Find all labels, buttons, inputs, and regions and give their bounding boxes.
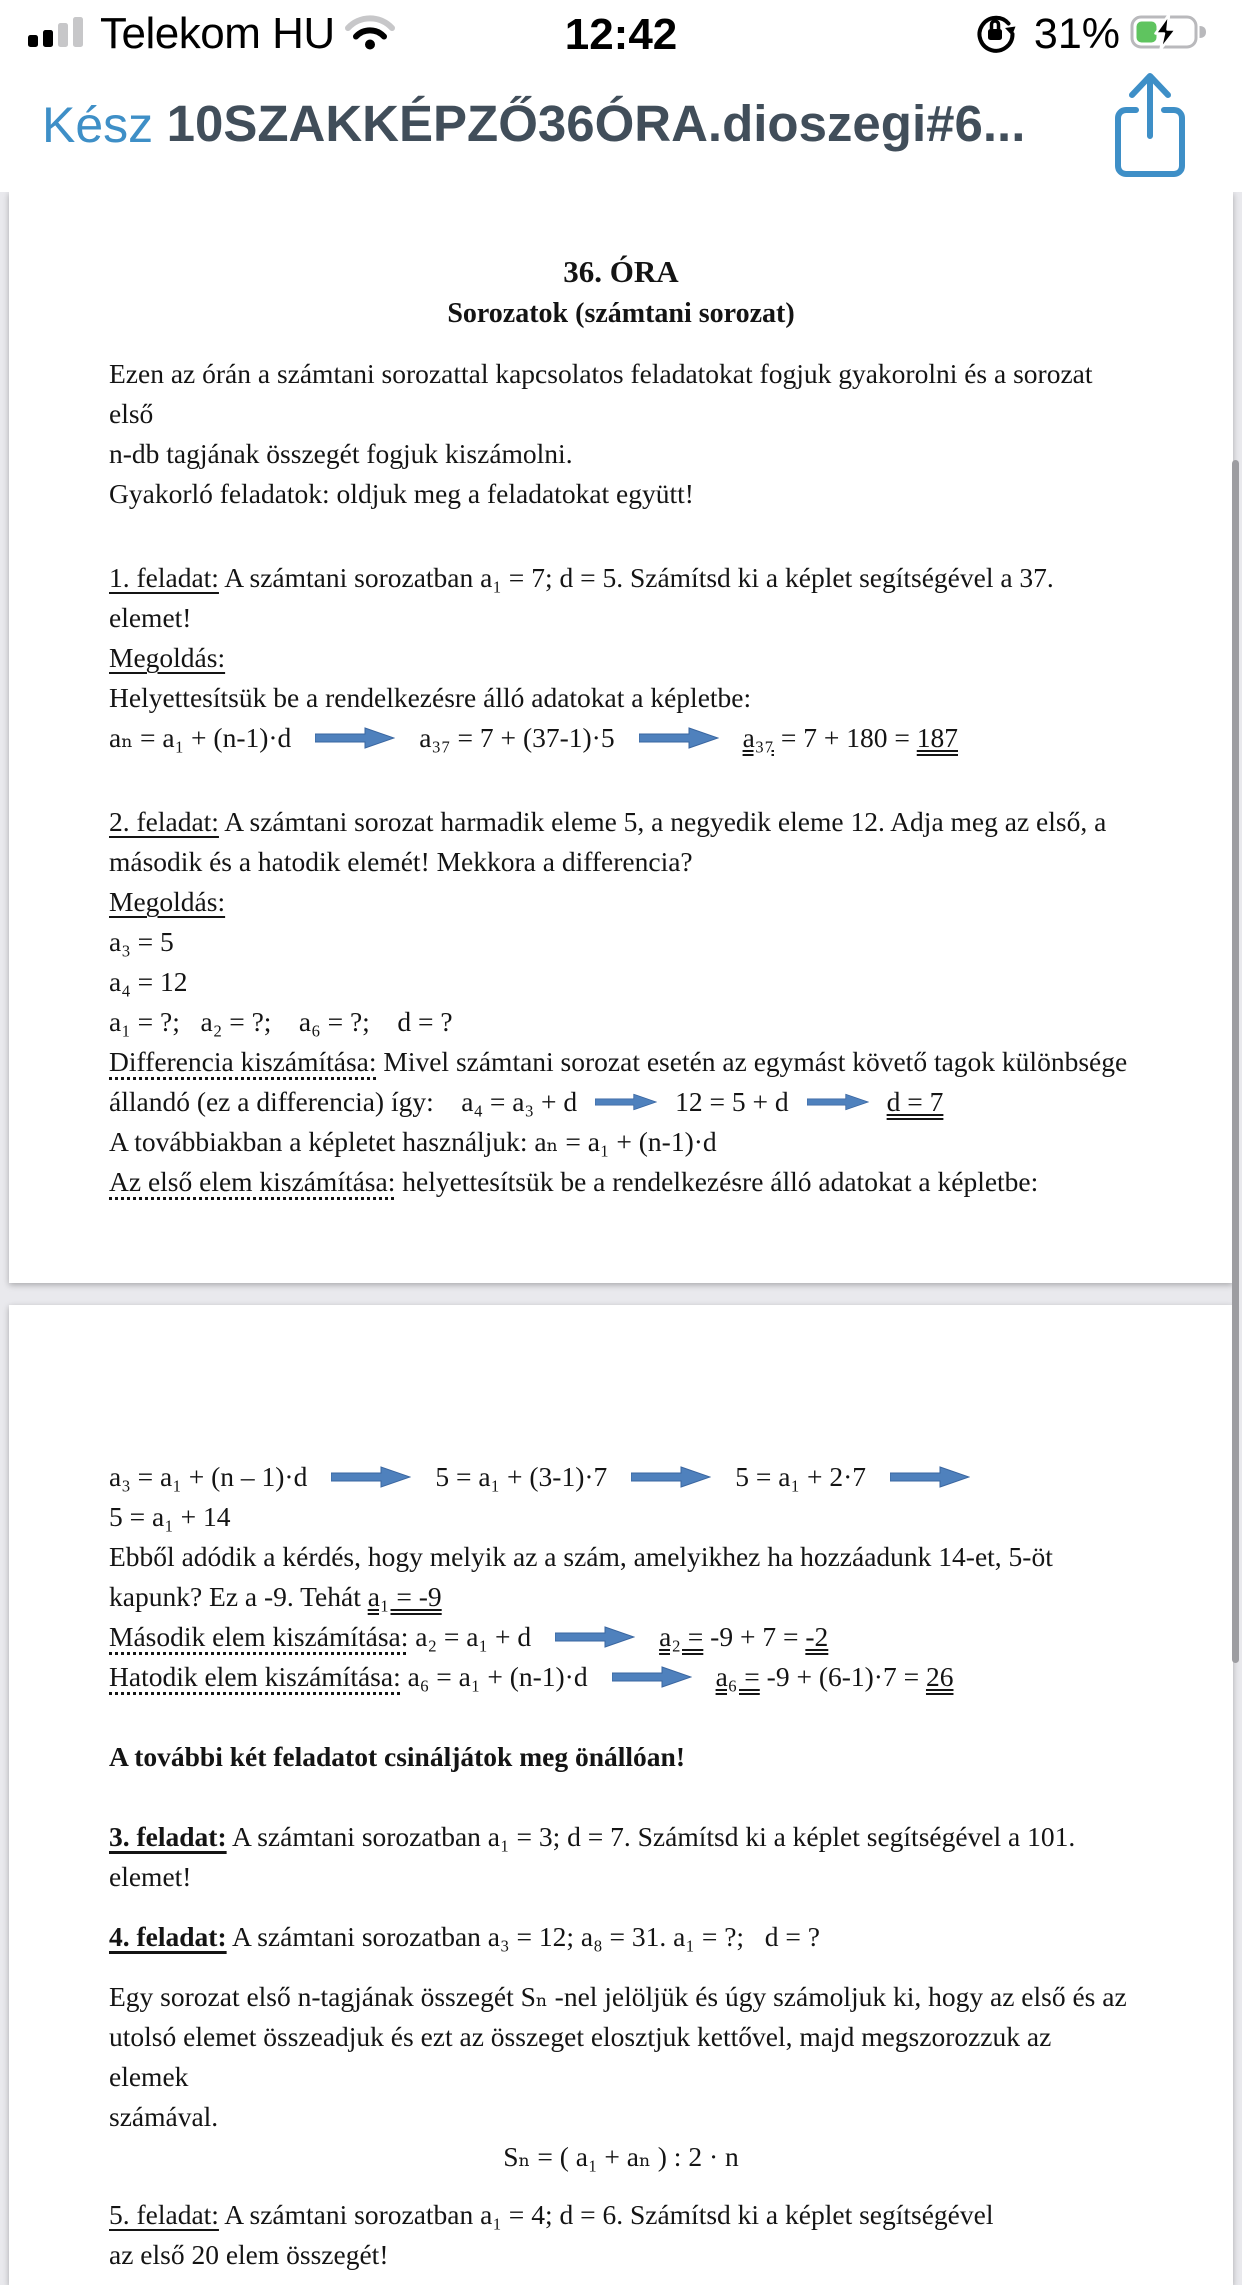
text-run: helyettesítsük be a rendelkezésre álló adatokat a képletbe:	[395, 1166, 1039, 1197]
text-run: Hatodik elem kiszámítása:	[109, 1661, 401, 1692]
text-run: d = 7	[886, 1086, 944, 1117]
task-3	[109, 1817, 1133, 1897]
task2-formula-line	[109, 1457, 1133, 1537]
spacer	[109, 514, 1133, 558]
scrollbar-thumb[interactable]	[1232, 460, 1239, 1663]
task-4	[109, 1917, 1133, 1957]
substitute-note	[109, 678, 1133, 718]
text-run: az első 20 elem összegét!	[109, 2239, 389, 2270]
first-element-note	[109, 1162, 1133, 1202]
page-gap	[0, 1283, 1242, 1305]
text-run: A számtani sorozat harmadik eleme 5, a negyedik eleme 12. Adja meg az első, a	[218, 806, 1107, 837]
text-run: Helyettesítsük be a rendelkezésre álló adatokat a képletbe:	[109, 682, 752, 713]
arrow-right-icon	[555, 1626, 635, 1648]
given-a4	[109, 962, 1133, 1002]
text-run: a₂ = a₁ + d	[408, 1621, 532, 1652]
spacer	[109, 334, 1133, 354]
text-run: Ebből adódik a kérdés, hogy melyik az a szám, amelyikhez ha hozzáadunk 14-et, 5-öt	[109, 1541, 1053, 1572]
text-run: aₙ = a₁ + (n-1)·d	[109, 722, 292, 753]
text-run: A továbbiakban a képletet használjuk: aₙ = a₁ + (n-1)·d	[109, 1126, 717, 1157]
text-run: Megoldás:	[109, 886, 226, 917]
text-run: Ezen az órán a számtani sorozattal kapcsolatos feladatokat fogjuk gyakorolni és a sorozat első	[109, 358, 1093, 429]
text-run: a₁ = -9	[367, 1581, 442, 1612]
solution-label-2	[109, 882, 1133, 922]
text-run: Második elem kiszámítása:	[109, 1621, 409, 1652]
document-scroll-area[interactable]	[0, 192, 1242, 2270]
text-run: 3. feladat:	[109, 1821, 227, 1852]
text-run: -9 + (6-1)·7 =	[759, 1661, 926, 1692]
task-1	[109, 558, 1133, 638]
text-run: A számtani sorozatban a₁ = 7; d = 5. Számítsd ki a képlet segítségével a 37. elemet!	[109, 562, 1054, 633]
text-run: állandó (ez a differencia) így: a₄ = a₃ + d	[109, 1086, 578, 1117]
text-run: 1. feladat:	[109, 562, 219, 593]
document-title: 10SZAKKÉPZŐ36ÓRA.dioszegi#6...	[166, 95, 1026, 152]
text-run: Megoldás:	[109, 642, 226, 673]
text-run: 5. feladat:	[109, 2199, 219, 2230]
spacer	[109, 1957, 1133, 1977]
arrow-right-icon	[631, 1466, 711, 1488]
nav-bar	[0, 62, 1242, 192]
time-label: 12:42	[564, 10, 678, 59]
unknowns-line	[109, 1002, 1133, 1042]
text-run: Mivel számtani sorozat esetén az egymást követő tagok különbsége	[376, 1046, 1128, 1077]
arrow-right-icon	[331, 1466, 411, 1488]
text-run: 4. feladat:	[109, 1921, 227, 1952]
text-run: 26	[925, 1661, 954, 1692]
difference-calc	[109, 1042, 1133, 1122]
text-run: 5 = a₁ + (3-1)·7	[435, 1461, 608, 1492]
text-run: Differencia kiszámítása:	[109, 1046, 377, 1077]
question-paragraph	[109, 1537, 1133, 1617]
spacer	[109, 1897, 1133, 1917]
doc-title	[109, 250, 1133, 294]
share-button[interactable]	[1108, 70, 1192, 185]
arrow-right-icon	[807, 1091, 869, 1113]
text-run: A számtani sorozatban a₁ = 3; d = 7. Számítsd ki a képlet segítségével a 101.	[226, 1821, 1076, 1852]
text-run: a₃ = 5	[109, 926, 174, 957]
spacer	[109, 1697, 1133, 1737]
sum-formula	[109, 2137, 1133, 2177]
intro-paragraph	[109, 354, 1133, 474]
text-run: Egy sorozat első n-tagjának összegét Sₙ -nel jelöljük és úgy számoljuk ki, hogy az első és az	[109, 1981, 1127, 2012]
done-button[interactable]: Kész	[42, 97, 154, 153]
solution-label-1	[109, 638, 1133, 678]
homework-note	[109, 1737, 1133, 1777]
text-run: n-db tagjának összegét fogjuk kiszámolni.	[109, 438, 573, 469]
carrier-label: Telekom HU	[100, 9, 335, 58]
cellular-signal-icon	[28, 15, 90, 54]
spacer	[109, 2177, 1133, 2195]
text-run: utolsó elemet összeadjuk és ezt az összeget elosztjuk kettővel, majd megszorozzuk az elemek	[109, 2021, 1052, 2092]
text-run: elemet!	[109, 1861, 192, 1892]
text-run: a₄ = 12	[109, 966, 188, 997]
text-run: a₆ = a₁ + (n-1)·d	[400, 1661, 588, 1692]
arrow-right-icon	[315, 727, 395, 749]
text-run: 36. ÓRA	[563, 254, 679, 289]
page-2-content	[9, 1305, 1233, 2275]
text-run: 12 = 5 + d	[675, 1086, 789, 1117]
sum-definition	[109, 1977, 1133, 2137]
text-run: Sorozatok (számtani sorozat)	[447, 298, 795, 329]
text-run: a₃₇	[742, 722, 774, 753]
formula-note	[109, 1122, 1133, 1162]
text-run: 2. feladat:	[109, 806, 219, 837]
orientation-lock-icon	[972, 9, 1018, 60]
arrow-right-icon	[595, 1091, 657, 1113]
second-element-calc	[109, 1617, 1133, 1657]
text-run: Az első elem kiszámítása:	[109, 1166, 396, 1197]
page-1-content	[9, 192, 1233, 1202]
doc-subtitle	[109, 294, 1133, 334]
text-run: a₃₇ = 7 + (37-1)·5	[419, 722, 615, 753]
text-run: = 7 + 180 =	[773, 722, 917, 753]
text-run: A számtani sorozatban a₃ = 12; a₈ = 31. a₁ = ?; d = ?	[226, 1921, 820, 1952]
document-page-2	[9, 1305, 1233, 2285]
text-run: kapunk? Ez a -9. Tehát	[109, 1581, 368, 1612]
task-2	[109, 802, 1133, 882]
text-run: a₁ = ?; a₂ = ?; a₆ = ?; d = ?	[109, 1006, 453, 1037]
arrow-right-icon	[612, 1666, 692, 1688]
arrow-right-icon	[639, 727, 719, 749]
text-run: Gyakorló feladatok: oldjuk meg a feladatokat együtt!	[109, 478, 694, 509]
text-run: számával.	[109, 2101, 219, 2132]
share-icon	[1108, 170, 1192, 185]
text-run: Sₙ = ( a₁ + aₙ ) : 2 · n	[503, 2141, 739, 2172]
status-bar	[0, 0, 1242, 62]
text-run: A számtani sorozatban a₁ = 4; d = 6. Számítsd ki a képlet segítségével	[218, 2199, 994, 2230]
text-run: 5 = a₁ + 14	[109, 1501, 231, 1532]
practice-note	[109, 474, 1133, 514]
text-run: második és a hatodik elemét! Mekkora a differencia?	[109, 846, 693, 877]
text-run: 187	[916, 722, 958, 753]
text-run: A további két feladatot csináljátok meg önállóan!	[109, 1741, 685, 1772]
sixth-element-calc	[109, 1657, 1133, 1697]
text-run: a₃ = a₁ + (n – 1)·d	[109, 1461, 308, 1492]
task-5	[109, 2195, 1133, 2275]
text-run: a₆ =	[715, 1661, 760, 1692]
arrow-right-icon	[890, 1466, 970, 1488]
document-page-1	[9, 192, 1233, 1283]
spacer	[109, 1777, 1133, 1817]
task1-formula-line	[109, 718, 1133, 758]
text-run: a₂ =	[659, 1621, 704, 1652]
spacer	[109, 758, 1133, 802]
given-a3	[109, 922, 1133, 962]
battery-charging-icon	[1130, 12, 1214, 57]
battery-percent-label: 31%	[1033, 9, 1120, 58]
text-run: 5 = a₁ + 2·7	[735, 1461, 867, 1492]
wifi-icon	[345, 14, 395, 55]
text-run: -9 + 7 =	[703, 1621, 806, 1652]
text-run: -2	[805, 1621, 829, 1652]
